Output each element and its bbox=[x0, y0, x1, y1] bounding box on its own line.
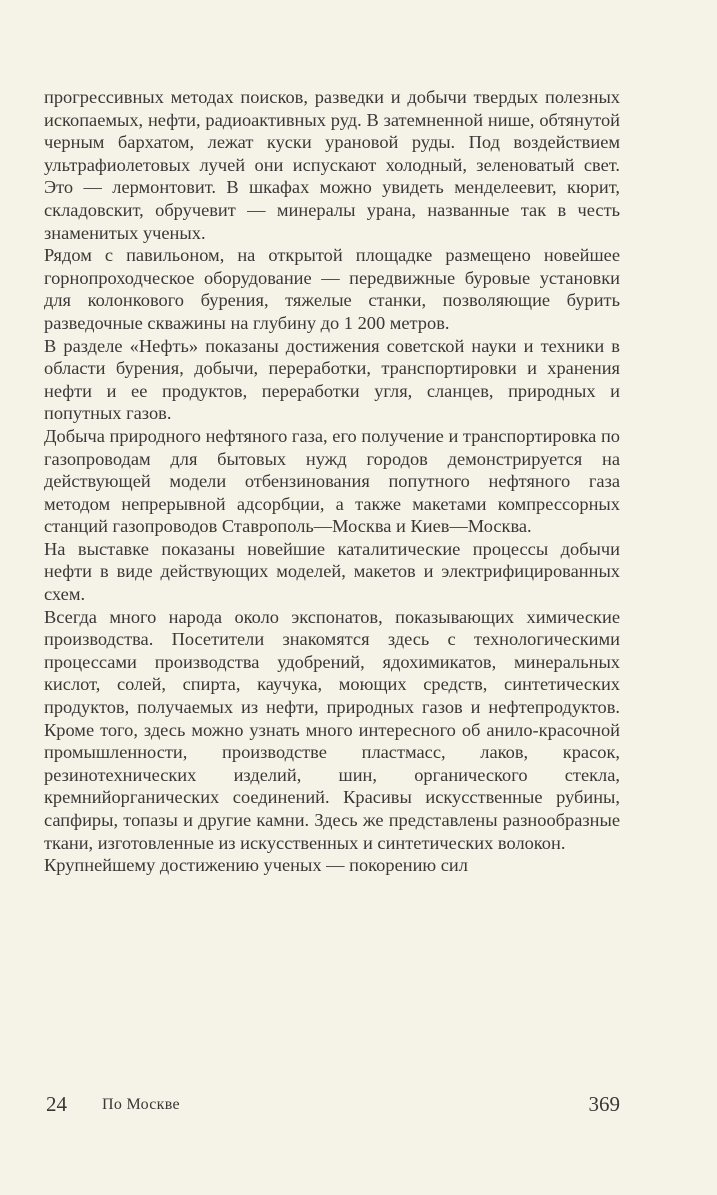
paragraph-continuation: Крупнейшему достижению ученых — покорению сил bbox=[44, 855, 468, 876]
paragraph-minerals: прогрессивных методах поисков, разведки и добычи твердых полезных ископаемых, нефти, радиоактивных руд. В затемненной нише, обтянутой черным бархатом, лежат куски урановой руды. Под воздействием ультрафиолетовых лучей они испускают холодный, зеленоватый свет. Это — лермонтовит. В шкафах можно увидеть менделеевит, кюрит, складовскит, обручевит — минералы урана, названные так в честь знаменитых ученых. bbox=[44, 87, 620, 243]
paragraph-catalytic-processes: На выставке показаны новейшие каталитические процессы добычи нефти в виде действующих моделей, макетов и электрифицированных схем. bbox=[44, 538, 620, 605]
page-footer bbox=[44, 1092, 620, 1120]
paragraph-chemical-production: Всегда много народа около экспонатов, показывающих химические производства. Посетители знакомятся здесь с технологическими процессами производства удобрений, ядохимикатов, минеральных кислот, солей, спирта, каучука, моющих средств, синтетических продуктов, получаемых из нефти, природных газов и нефтепродуктов. Кроме того, здесь можно узнать много интересного об анило-красочной промышленности, производстве пластмасс, лаков, красок, резинотехнических изделий, шин, органического стекла, кремнийорганических соединений. Красивы искусственные рубины, сапфиры, топазы и другие камни. Здесь же представлены разнообразные ткани, изготовленные из искусственных и синтетических волокон. bbox=[44, 606, 620, 853]
paragraph-oil-section: В разделе «Нефть» показаны достижения советской науки и техники в области бурения, добычи, переработки, транспортировки и хранения нефти и ее продуктов, переработки угля, сланцев, природных и попутных газов. bbox=[44, 335, 620, 424]
signature-number: 24 bbox=[46, 1092, 67, 1116]
signature-title: По Москве bbox=[102, 1096, 180, 1113]
page-body-text bbox=[44, 86, 620, 877]
paragraph-natural-gas: Добыча природного нефтяного газа, его получение и транспортировка по газопроводам для бытовых нужд городов демонстрируется на действующей модели отбензинования попутного нефтяного газа методом непрерывной адсорбции, а также макетами компрессорных станций газопроводов Ставрополь—Москва и Киев—Москва. bbox=[44, 425, 620, 537]
page-number: 369 bbox=[588, 1092, 620, 1116]
paragraph-drilling-equipment: Рядом с павильоном, на открытой площадке размещено новейшее горнопроходческое оборудование — передвижные буровые установки для колонкового бурения, тяжелые станки, позволяющие бурить разведочные скважины на глубину до 1 200 метров. bbox=[44, 245, 620, 333]
